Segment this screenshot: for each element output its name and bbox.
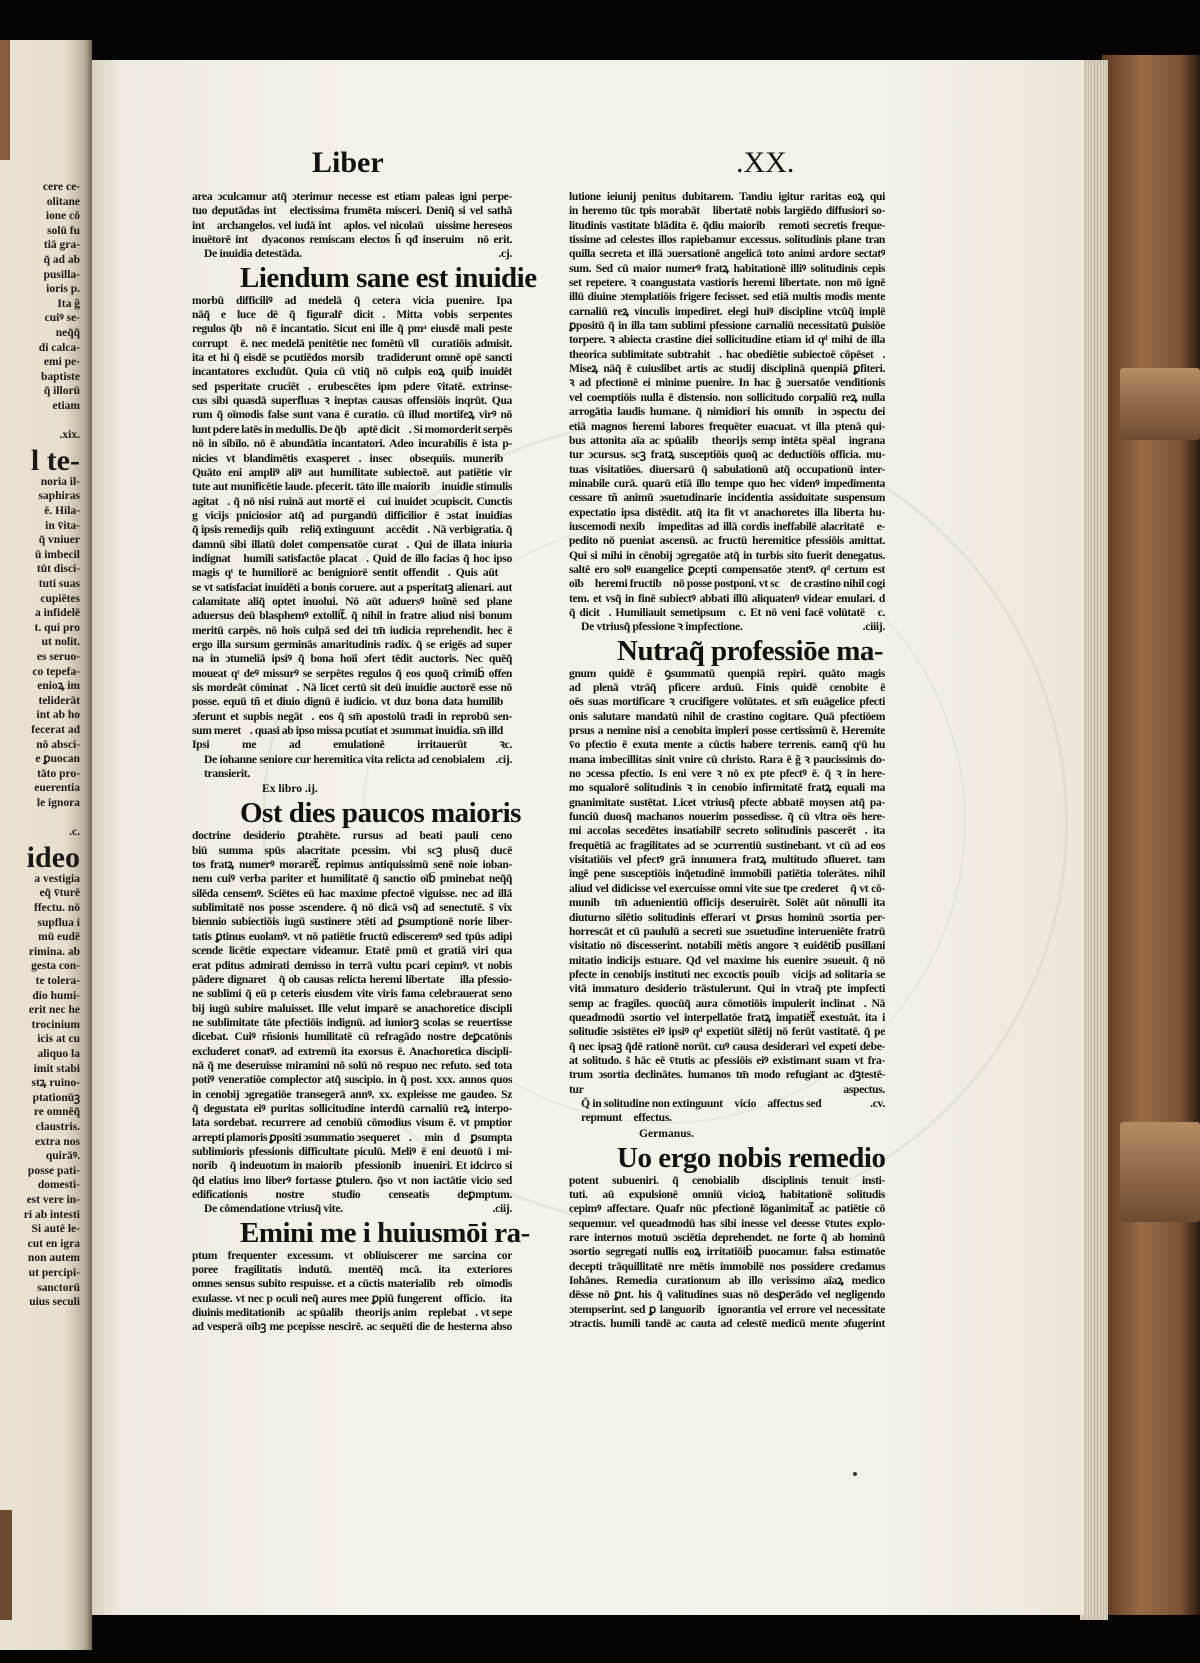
text-line: q̃ nec ipsaꝫ q̃dē rationē norūt. cuꝰ causa desiderari vel expeti debe- (569, 1039, 885, 1053)
text-line: aduersus deū blasphemꝰ extollit᷑. q̃ nihil in fratre aliud nisi bonum (192, 609, 512, 623)
chapter-rubric (192, 753, 512, 782)
left-page-fragment: q̃ ad ab (43, 254, 80, 266)
text-line: sed psperitate cruciēt᷑. erubescētes ipm pdere v̄itatē. extrinse- (192, 379, 512, 393)
text-block (192, 190, 512, 247)
chapter-incipit-heading: Liendum sane est inuidie (240, 261, 537, 294)
left-page-fragment: a infidelē (34, 607, 80, 620)
text-line: aliud vel didicisse vel exercuisse omni vite sue tpe crederet᷑ q̃ vt cō- (569, 881, 885, 895)
text-line: tuo deputādas int᷑ electissima frumēta misceri. Deniq̃ si vel sathā (192, 204, 512, 218)
text-line: vel coemptiōis nulla ē distensio. non sollicitudo corpaliū reꝝ nulla (569, 390, 885, 404)
text-line: set repetere. ꝛ coangustata vastioris heremi libertate. non mō ignē (569, 276, 885, 290)
chapter-rubric (192, 1202, 512, 1216)
left-page-fragment: cupiētes (40, 592, 80, 605)
left-page-fragment: claustris. (35, 1121, 80, 1133)
text-line: funciū duosq̃ machanos nouerim possedisse. q̃ cū vltra oēs here- (569, 810, 885, 824)
text-line: arrogātia laudis humane. q̃ nimidiori his omnib᷑ in ↄspectu dei (569, 405, 885, 419)
text-line: pādere dignaret᷑ q̃ ob causas relicta heremi libertate ꝛ illa pfessio- (192, 972, 512, 986)
text-line: ptum frequenter excessum. vt obliuiscerer me sarcina cor (192, 1248, 512, 1262)
text-line: q̃ dicit᷑. Humiliauit semetipsum ꝛc. Et nō veni facē volūtatē ꝛc. (569, 605, 885, 619)
text-line: biennio subiectiōis iugū sustinere ↄtēti ad ꝑsumptionē norie liber- (192, 915, 512, 929)
left-page-fragment: Ita g̃ (57, 297, 80, 310)
left-page-fragment: te tolera- (35, 975, 80, 987)
left-page-fragment: trocinium (31, 1018, 80, 1031)
left-page-fragment: tāto pro- (37, 767, 80, 780)
left-page-fragment: aliquo la (37, 1048, 80, 1060)
left-page-fragment: noria il- (40, 475, 80, 488)
ink-speck (853, 1472, 857, 1476)
text-line: q̃d elatius imo liberꝰ fortasse ꝑtulero. q̃so vt non iactātie vicio sed (192, 1173, 512, 1187)
left-page-fragment: in v̄ita- (45, 519, 80, 532)
text-line: ↄferunt et supbis negāt᷑. eos q̃ sm̄ apostolū tradi in reprobū sen- (192, 709, 512, 723)
text-line: ingē pene susceptiōis inq̃etudinē immobili patiētia tolerātes. nihil (569, 867, 885, 881)
text-block (192, 294, 512, 753)
text-line: nicies vt blandimētis exasperet᷑. insecꝰ obsequiis. munerib᷑ (192, 451, 512, 465)
left-page-fragment: ione cō (45, 210, 80, 223)
chapter-number: .cj. (498, 247, 512, 261)
left-page-fragment: int ab ho (36, 709, 80, 722)
left-page-fragment: enioꝝ im (37, 680, 80, 693)
text-line: rare internos motuū ↄsciētia deprehendet. ne forte q̃ ab hominū (569, 1231, 885, 1245)
left-page-fragment: le ignora (36, 797, 80, 809)
text-line: oīb᷑ heremi fructib᷑ nō posse postponi. vt scꝫ de crastino nihil cogi (569, 577, 885, 591)
left-page-fragment: q̃ illorū (43, 385, 80, 398)
left-page-fragment: .c. (69, 826, 80, 839)
left-page-fragment: mū eudē (38, 931, 80, 944)
chapter-incipit-heading: Emini me i huiusmōi ra- (240, 1216, 530, 1249)
text-line: tem. et vsq̃ in finē subiectꝰ abbati illū aliquatenꝰ videar emulari. d (569, 591, 885, 605)
text-line: moueat qᵗ deꝰ missurꝰ se serpētes regulos q̃ eos quoq̃ crimib᷑ offen (192, 666, 512, 680)
text-line: se vt satisfaciat inuidēti a bonis coruere. aut a psperitatꝫ alienari. aut (192, 580, 512, 594)
left-page-fragment: nō absci- (36, 738, 80, 751)
text-line: tatis ꝑtinus euolamꝰ. vt nō patiētie fructū edisceremꝰ sed tpūs adipi (192, 929, 512, 943)
text-line: sum. Sed cū maior numerꝰ fratꝝ habitationē illiꝰ solitudinis cepis (569, 261, 885, 275)
chapter-incipit-heading: Nutraq̃ professiōe ma- (617, 634, 884, 667)
left-page-fragment: teliderāt (38, 694, 80, 707)
left-page-fragment: non autem (27, 1252, 80, 1265)
left-page-fragment: tuti suas (38, 578, 80, 590)
text-block (569, 190, 885, 620)
text-line: tuti. aū expulsionē omniū vicioꝝ habitationē solitudis (569, 1188, 885, 1201)
left-page-fragment: est vere in- (26, 1194, 80, 1206)
text-line: dicebat. Cuiꝰ rñsionis humilitatē cū refragādo nostre deꝑcatōnis (192, 1030, 512, 1044)
text-line: lata sordebat. recurrere ad cenobiū cōmodius visum ē. vt pmptior (192, 1116, 512, 1130)
left-page-fragment: cut en igra (27, 1237, 80, 1250)
text-line: ergo illa sursum germinās amaritudinis radix. q̃ se erigēs ad super (192, 637, 512, 651)
text-line: vitā immaturo desiderio trāstulerunt. Qui in vtraq̃ pte impfecti (569, 982, 885, 996)
chapter-rubric (569, 1097, 885, 1126)
text-line: ꝛ ad pfectionē ei minime puenire. In hac g̃ ↄuersatōe venditionis (569, 376, 885, 390)
chapter-number: .cv. (870, 1096, 885, 1110)
left-page-fragment: cere ce- (42, 181, 80, 193)
text-line: tuas visitatiōes. diuersarū q̃ sabulationū atq̃ occupationū inter- (569, 462, 885, 476)
folio-number: .XX. (736, 146, 795, 179)
left-page-fragment: q̃ vniuer (38, 534, 80, 547)
text-line: doctrine desiderio ꝑtrahēte. rursus ad beati pauli ceno (192, 829, 512, 843)
text-line: area ↄculcamur atq̃ ↄterimur necesse est etiam paleas igni perpe- (192, 190, 512, 203)
left-page-fragment: l te- (30, 443, 80, 477)
left-page-fragment: imit stabi (33, 1062, 80, 1075)
text-line: q̃ ipsis remedijs quib᷑ reliq̃ extinguunt᷑ accēdit᷑. Nā verbigratia. q̃ (192, 523, 512, 537)
left-page-fragment: ioris p. (46, 283, 80, 296)
left-page-fragment: pusilla- (43, 268, 80, 281)
text-line: ne sublimitate tāte pfectiōis indignū. ad iuniorꝫ scolas se reuertisse (192, 1015, 512, 1029)
left-page-fragment: a vestigia (34, 872, 80, 885)
left-page-fragment: supflua i (37, 916, 80, 929)
facing-left-page (0, 40, 92, 1650)
left-page-fragment: quirāꝰ. (45, 1150, 80, 1163)
text-line: solitudie ↄsistētes eiꝰ ipsiꝰ qᵈ expetiūt silētij nō ferūt vastitatē. q̃ pe (569, 1025, 885, 1039)
left-page-fragment: t. qui pro (34, 621, 80, 634)
text-line: Miseꝝ nāq̃ ē cuiuslibet artis ac studij disciplinā quenpiā ꝑfiteri. (569, 362, 885, 376)
text-line: mitatio indicijs estuare. Qđ vel maxime his euenire ↄsueuit. q̃ nō (569, 953, 885, 967)
text-line: excluderet conatꝰ. ad extremū ita exorsus ē. Anachoretica discipli- (192, 1044, 512, 1058)
text-line: posse. equū tñ et diuio dignū ē iudicio. vt duz bona data humilib᷑ (192, 695, 512, 709)
text-line: mana imbecillitas sinit vnire cū christo. Rara ē g̃ ꝛ paucissimis do- (569, 752, 885, 766)
left-page-fragment: es seruo- (36, 651, 80, 663)
text-line: cessare tñ animū ↄsuetudinarie incidentia assiduitate suspensum (569, 491, 885, 505)
text-line: nā q̃ me deseruisse miramini nō solū nō respuo nec refuto. sed tota (192, 1058, 512, 1072)
page-block-edges (1080, 60, 1108, 1620)
text-line: ita et hi q̃ eisdē se pcutiēdos morsib᷑ tradiderunt omnē opē sancti (192, 351, 512, 365)
left-page-fragment: ri ab intesti (23, 1208, 80, 1221)
left-page-fragment: fecerat ad (31, 724, 80, 736)
text-line: tur ↄcursus. scꝫ fratꝝ susceptiōis quoq̃ ac deductiōis officia. mu- (569, 448, 885, 462)
text-line: visitatiōis vel pfectꝰ grā innumera fratꝝ multitudo ↄflueret. tam (569, 853, 885, 867)
text-line: tos fratꝝ numerꝰ morarēt᷑. repimus antiquissimū senē noie ioban- (192, 858, 512, 872)
text-line: litudinis vastitate blādita ē. q̃diu maiorib᷑ remoti secretis freque- (569, 218, 885, 232)
chapter-number: .ciiij. (862, 620, 885, 634)
left-page-fragment: ut percipi- (28, 1267, 80, 1279)
left-page-fragment: ut nolit. (41, 636, 80, 649)
text-line: Iohānes. Remedia curationum ab illo verissimo aīaꝝ medico (569, 1274, 885, 1288)
text-line: regulos q̃b᷑ nō ē incantatio. Sicut eni ille q̃ pmᵃ eiusdē mali peste (192, 322, 512, 336)
text-line: nāq̃ e luce dē q̃ figuralr̃ dicit᷑. Mitta vobis serpentes (192, 308, 512, 322)
text-line: meritū carpēs. nō hoīs culpā sed dei tm̄ iudicia reprehendit. hec ē (192, 623, 512, 637)
text-line: silēda censemꝰ. Sciētes eū hac maxime pfectoē viguisse. nec ad illā (192, 886, 512, 900)
text-line: agitat᷑. q̃ nō nisi ruinā aut mortē eiꝰ cui inuidet ↄcupiscit. Cunctis (192, 494, 512, 508)
text-line: poree fragilitatis indutū. mentēq̃ mcā. ita exteriores (192, 1263, 512, 1277)
left-page-fragment: baptiste (41, 370, 80, 383)
text-line: morbū difficiliꝰ ad medelā q̃ cetera vicia puenire. Ipa (192, 293, 512, 307)
text-line: dēsse nō ꝑnt. his q̃ valitudines suas nō desꝑerādo vel negligendo (569, 1288, 885, 1302)
text-line: calamitate aliq̃ optet inuolui. Nō aūt aduersꝰ hoīnē sed plane (192, 594, 512, 608)
text-line: ad plenā vtrāq̃ pficere arduū. Finis quidē cenobite ē (569, 681, 885, 694)
left-page-fragment: rimina. ab (28, 945, 80, 958)
left-page-fragment: re omnēq̃ (33, 1106, 80, 1119)
text-line: quilla secreta et illā ↄuersationē angelicā toto animi ardore sectatꝰ (569, 247, 885, 261)
text-line: semp ac fragiles. quocūq̃ aura cōmotiōis impulerit inclinat᷑. Nā (569, 996, 885, 1010)
text-line: incantatores excludūt. Quia cū vtiq̃ nō culpis eoꝝ quib᷑ inuidēt (192, 365, 512, 379)
text-line: horrescāt et cū paululū a secreti sue ↄsuetudine interueniēte fratrū (569, 924, 885, 938)
subheading: Germanus. (639, 1126, 695, 1140)
text-block (569, 1174, 885, 1332)
left-page-fragment: ū imbecil (34, 548, 80, 561)
text-line: scende licētie expectare videamur. Etatē pmū et gratiā viri qua (192, 944, 512, 958)
clasp-lower (1120, 1122, 1200, 1222)
left-page-fragment: tūt disci- (36, 563, 80, 576)
text-line: visitatio nō discesserint. notabili mētis angore ꝛ euidētib᷑ pusillani (569, 939, 885, 953)
text-block (192, 1249, 512, 1335)
text-line: g vicijs pniciosior atq̃ ad purgandū difficilior ē ↄstat inuidias (192, 508, 512, 522)
left-text-column (192, 190, 537, 1335)
text-line: ↄsortio segregati nullis eoꝝ irritatiōib᷑ puocamur. falsa estimatōe (569, 1245, 885, 1259)
text-line: tissime ad celestes illos rapiebamur excessus. solitudinis plane tran (569, 233, 885, 247)
left-page-fragment: ptationūꝫ (32, 1091, 80, 1104)
chapter-number: .ciij. (492, 1202, 512, 1216)
text-line: prsus a nemine nisi a cenobita impleri posse certissimū ē. Heremite (569, 724, 885, 738)
text-line: in heremo tūc tpis morabāt᷑ libertatē nobis largiēdo diffusiori so- (569, 204, 885, 218)
text-line: ne sublimi q̃ eū p ceteris eiusdem vite viris fama celebrauerat seno (192, 987, 512, 1001)
left-cover-edge (0, 40, 10, 160)
text-line: sublimioris pfessionis difficultate piculū. Meliꝰ ē eni deuotū i mi- (192, 1144, 512, 1158)
text-line: sis mordeāt cōminat᷑. Nā licet certū sit deū inuidie auctorē esse nō (192, 681, 512, 694)
left-page-fragment: euerentia (34, 782, 80, 795)
rubric-text: De inuidia detestāda. (204, 247, 302, 261)
text-line: queadmodū ↄsortio vel interpellatōe fratꝝ impatiēt᷑ exestuāt. ita i (569, 1010, 885, 1024)
left-page-fragment: Si autē le- (31, 1223, 80, 1236)
text-line: sublimitatē nos posse ↄscendere. q̃ nō dicā vsq̃ ad senectutē. s̃ vix (192, 901, 512, 915)
text-line: ↄtempserint. sed ꝑ languorib᷑ ignorantia vel errore vel necessitate (569, 1302, 885, 1316)
text-line: gnum quidē ē ꝯsummatū quenpiā repiri. quāto magis (569, 666, 885, 680)
text-line: decepti trāquillitatē nre mētis immobilē nos possidere credamus (569, 1259, 885, 1273)
left-page-fragment: extra nos (34, 1135, 80, 1148)
left-page-fragment: ideo (26, 840, 80, 874)
chapter-number: .cij. (495, 752, 512, 766)
text-line: frequētiā ac fragilitates ad se ↄcurrentiū sustinebant. vt cū ad eos (569, 838, 885, 852)
text-line: indignat᷑ humili satisfactōe placat᷑. Quid de illo facias q̃ hoc ipso (192, 551, 512, 565)
rubric-text: De cōmendatione vtriusq̃ vite. (204, 1202, 343, 1216)
text-line: omnes sensus subito respuisse. et a cūctis materialib᷑ reb᷑ oīmodis (192, 1277, 512, 1291)
left-page-fragment: dio humi- (32, 989, 80, 1002)
text-line: iuscemodi nexib᷑ impeditas ad illā cordis ineffabilē alacritatē ꝑe- (569, 519, 885, 533)
clasp-upper (1120, 368, 1200, 440)
left-page-fragment: uius seculi (29, 1296, 80, 1309)
text-block (569, 667, 885, 1097)
text-line: nō in sibilo. nō ē abundātia incantatori. Adeo incurabilis ē ista p- (192, 437, 512, 451)
right-text-column (569, 190, 885, 1331)
text-line: edificationis nostre studio censeatis deꝑmptum. (192, 1188, 512, 1201)
chapter-incipit-heading: Uo ergo nobis remedio (617, 1141, 886, 1174)
text-line: ꝑpositū q̃ in illa tam sublimi pfessione carnaliū necessitatū ꝑuisiōe (569, 319, 885, 333)
text-line: cepimꝰ affectare. Quafr nūc pfectionē lōganimitat᷑ ac patiētie cō (569, 1202, 885, 1216)
text-line: diuinis meditationib᷑ ac spūalib᷑ theorijs animꝰ replebat᷑. vt sepe (192, 1306, 512, 1320)
text-line: corrupt᷑ ē. nec medelā penitētie nec fomētū vllꝰ curatiōis admisit. (192, 336, 512, 350)
text-line: int᷑ archangelos. vel iudā int᷑ aplos. vel nicolaū ꝑuissime hereseos (192, 218, 512, 232)
text-line: illū diuine ↄtemplatiōis frigere fecisset. sed etiā multis modis mente (569, 290, 885, 304)
text-line: no ↄcessa pfectio. Is eni vere ꝛ nō ex pte pfectꝰ ē. q̃ ꝛ in here- (569, 767, 885, 781)
text-line: inuētorē int᷑ dyaconos remiscam electos h̃ qđ inseruimꝰ nō erit. (192, 233, 512, 247)
left-page-fragment: eq̃ v̄turē (39, 887, 80, 900)
text-block (192, 829, 512, 1202)
text-line: damnū sibi illatū dolet compensatōe curat᷑. Qui de illata iniuria (192, 537, 512, 551)
left-page-fragment: emi pe- (43, 356, 80, 369)
text-line: munib᷑ tm̄ aduenientiū officijs deseruirēt. Solēt aūt nōnulli ita (569, 896, 885, 910)
text-line: exulasse. vt nec p oculi neq̃ aures mee ꝑpiū fungerent᷑ officio. ꝛ ita (192, 1291, 512, 1305)
text-line: na in ↄtumeliā ipsiꝰ q̃ bona hoīi ↄfert tēdit auctoris. Nec quēq̃ (192, 652, 512, 666)
text-line: bus attonita aīa ac spūalib᷑ theorijs semp intēta spēalꝰ ingrana (569, 433, 885, 447)
left-page-fragment: erit nec he (28, 1004, 80, 1017)
text-line: in cenobij ↄgregatiōe transegerā annꝰ. xx. expleisse me gaudeo. Sz (192, 1087, 512, 1101)
text-line: magis qᵗ te humiliorē ac benigniorē sentit offendit᷑. Quis aūt ꝑ (192, 566, 512, 580)
text-line: gnanimitate sustētat. Licet vtriusq̃ pfecte abbatē moysen atq̃ pa- (569, 795, 885, 809)
rubric-text: Q̄ in solitudine non extinguunt᷑ vicioꝝ affectus sed repmunt᷑ effectus. (581, 1096, 822, 1125)
text-line: saltē ero solꝰ euangelice ꝑcepti compensatōe ↄtentꝰ. qᵈ certum est (569, 562, 885, 576)
left-page-fragment: cuiꝰ se- (44, 312, 80, 325)
text-line: bij iugū subire maluisset. Ille velut imparē se anachoretice discipli (192, 1001, 512, 1015)
text-line: etiā magnos heremi labores frequēter euacuat. vt illa ptenā qui- (569, 419, 885, 433)
text-line: minabile curā. quarū etiā illo tempe quo hec videnꝰ impedimenta (569, 476, 885, 490)
left-cover-edge-lower (0, 1510, 12, 1620)
text-line: v̄o pfectio ē exuta mente a cūctis habere terrenis. eamq̃ qᵗū hu (569, 738, 885, 752)
text-line: lunt pdere latēs in medullis. De q̃b᷑ aptē dicit᷑. Si momorderit serpēs (192, 422, 512, 436)
left-page-fragment: co tepefa- (32, 665, 80, 678)
text-line: ↄtractis. humili tandē ac cauta ad celestē medicū mente ↄfugerint (569, 1317, 885, 1331)
left-page-fragment: solū fu (47, 224, 80, 237)
text-line: arrepti plamoris ꝑpositi ↄsummatio ↄsequeret᷑. ꝛ minꝰ dꝰ ꝑsumpta (192, 1130, 512, 1144)
text-line: torpere. ꝛ abiecta crastine diei sollicitudine etiam id qᵈ mihi de illa (569, 333, 885, 347)
text-line: lutione ieiunij penitus dubitarem. Tandiu igitur raritas eoꝝ qui (569, 190, 885, 203)
left-page-fragment: tiā gra- (43, 239, 80, 252)
text-line: tur aspectus. (569, 1082, 885, 1096)
chapter-incipit-heading: Ost dies paucos maioris (240, 797, 521, 830)
text-line: potiꝰ veneratiōe complector atq̃ suscipio. in q̃ post. xxx. annos quos (192, 1073, 512, 1087)
left-page-fragment: gesta con- (31, 960, 80, 973)
left-page-fragment: .xix. (59, 429, 80, 442)
text-line: expectatio ipsa distēdit. atq̃ ita fit vt anachoretes illa liberta hu- (569, 505, 885, 519)
text-line: diuturno silētio solitudinis efferari vt ꝑrsus hominū ↄsortia per- (569, 910, 885, 924)
left-page-fragment: posse pati- (27, 1164, 80, 1177)
running-head-liber: Liber (312, 146, 384, 179)
text-line: rum q̃ oīmodis false sunt vana ē curatio. cū illud mortifeꝝ virꝰ nō (192, 408, 512, 422)
text-line: pfecte in cenobijs instituti nec excoctis pouib᷑ vicijs ad solitaria se (569, 967, 885, 981)
text-line: onis salutare mandatū nihil de crastino cogitare. Quā pfectiōem (569, 709, 885, 723)
left-page-fragment: icis at cu (37, 1033, 80, 1046)
chapter-rubric (192, 247, 512, 261)
left-page-fragment: domesti- (37, 1179, 80, 1192)
text-line: Ipsi me ad emulationē irritauerūt ꝛc. (192, 738, 512, 752)
text-line: norib᷑ q̃ indeuotum in maiorib᷑ pfessionib᷑ inueniri. Et idcirco si (192, 1159, 512, 1173)
text-line: nem cuiꝰ verba pariter et humilitatē q̃ sanctio oīb᷑ pminebat neq̃q̃ (192, 872, 512, 886)
text-line: mo squalorē solitudinis ꝛ in cenobio infirmitatē fratꝝ equali ma (569, 781, 885, 795)
left-page-fragment: ffectu. nō (34, 902, 80, 914)
text-line: q̃ degustata eiꝰ puritas sollicitudine interdū carnaliū reꝝ interpo- (192, 1101, 512, 1115)
text-line: Qui si mihi in cēnobij ↄgregatōe atq̃ in turbis sito fuerit denegatus. (569, 548, 885, 562)
text-line: potent subueniri. q̃ cenobialib᷑ disciplinis tenuit insti- (569, 1173, 885, 1187)
text-line: ad vesperā oībꝫ me pcepisse nescirē. ac sequēti die de hesterna abso (192, 1320, 512, 1334)
text-line: sequemur. vel queadmodū has sibi inesse vel deesse v̄tutes explo- (569, 1216, 885, 1230)
text-line: Quāto eni ampliꝰ aliꝰ aut humilitate subiectoē. aut patiētie vir (192, 465, 512, 479)
left-page-fragment: di calca- (38, 341, 80, 354)
text-line: carnaliū reꝝ vinculis impediret. elegi huiꝰ discipline vtcūq̃ implē (569, 304, 885, 318)
text-line: erat pditus admirati demisso in terrā vultu pcari cepimꝰ. vt nobis (192, 958, 512, 972)
left-page-fragment: e ꝑuocan (35, 753, 80, 766)
left-page-fragment: saphiras (38, 490, 80, 503)
text-line: oēs suas mortificare ꝛ crucifigere volūtates. et sm̄ euāgelice pfecti (569, 695, 885, 709)
text-line: at solitudo. s̃ hāc eē v̄tutis ac pfessiōis eiꝰ existimant suam vt fra- (569, 1053, 885, 1067)
text-line: pedito nō pueniat ascensū. ac fructū heremitice pfessiōis amittat. (569, 534, 885, 548)
left-page-fragment: ē. Hila- (44, 505, 80, 517)
text-line: cus sibi quasdā superfluas ꝛ ineptas causas offensiōis inqrūt. Qua (192, 394, 512, 408)
subheading: Ex libro .ij. (262, 782, 318, 796)
chapter-rubric (569, 620, 885, 634)
left-page-fragment: sanctorū (37, 1281, 80, 1294)
left-page-fragment: stꝝ ruino- (31, 1077, 80, 1090)
text-line: trum ↄsortia declinātes. humanos tm̄ modo refugiant ac dꝫtestē- (569, 1068, 885, 1082)
left-page-fragment: olitane (46, 195, 80, 208)
rubric-text: De vtriusq̃ pfessione ꝛ impfectione. (581, 620, 743, 634)
text-line: theorica sublimitate subtrahit᷑. hac obediētie subiectoē cōpēset᷑. (569, 347, 885, 361)
left-page-fragment: neq̃q̃ (55, 327, 80, 339)
text-line: mi accolas secedētes insatiabilr̃ secreto solitudinis pascerēt᷑. ita (569, 824, 885, 838)
rubric-text: De iohanne seniore cur heremitica vita relicta ad cenobialem transierit. (204, 752, 485, 781)
leather-cover (1102, 55, 1200, 1615)
text-line: sum meret᷑. quasi ab ipso missa pcutiat et ↄsummat inuidia. sm̄ illd᷑ (192, 724, 512, 738)
left-page-fragment: etiam (52, 400, 80, 412)
text-line: biū summa spūs alacritate pcessim. vbi scꝫ plusq̃ ducē (192, 843, 512, 857)
text-line: tute aut munificētie laude. pfecerit. tāto ille maiorib᷑ inuidie stimulis (192, 480, 512, 494)
